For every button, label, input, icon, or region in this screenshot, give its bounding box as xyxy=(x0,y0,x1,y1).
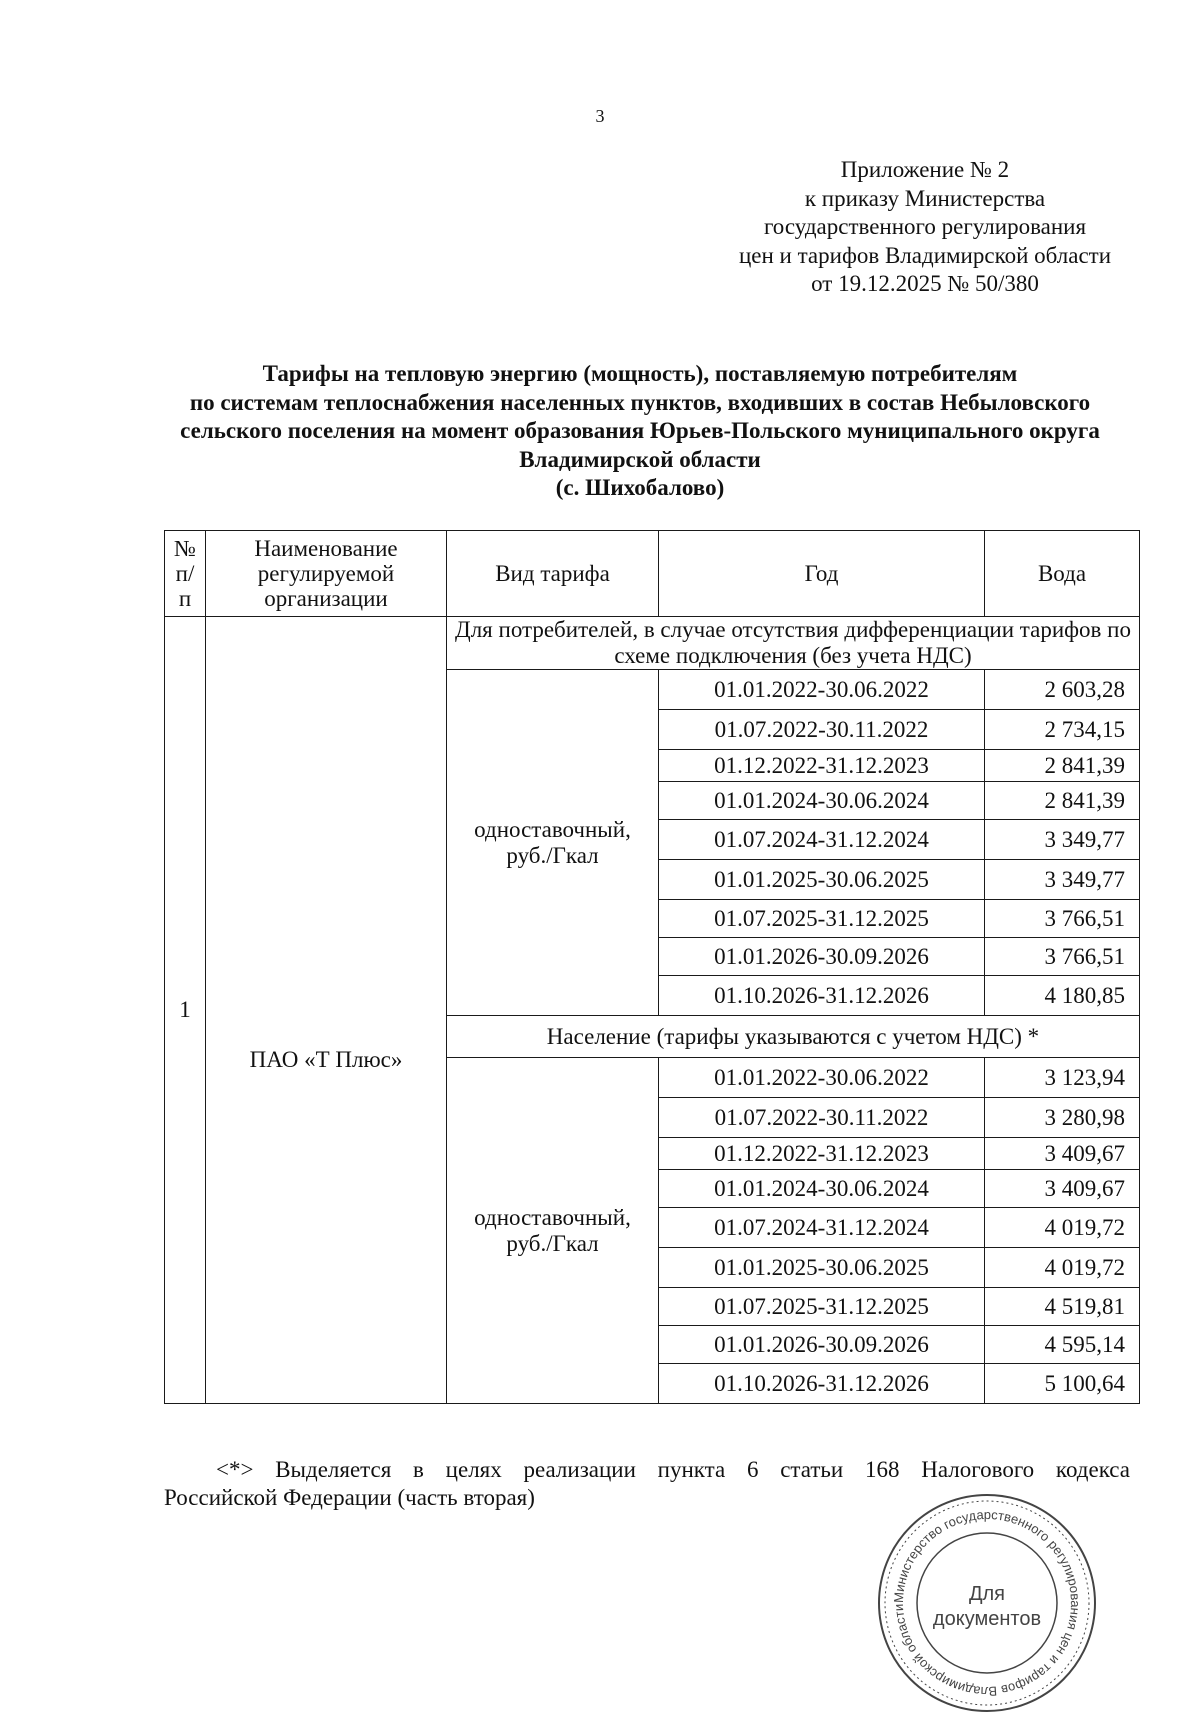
title-line: (с. Шихобалово) xyxy=(555,475,725,501)
section-title: Население (тарифы указываются с учетом НДС) * xyxy=(447,1016,1140,1058)
water-value-cell: 2 734,15 xyxy=(985,710,1140,750)
water-value-cell: 3 766,51 xyxy=(985,900,1140,938)
period-cell: 01.07.2025-31.12.2025 xyxy=(659,900,985,938)
header-number: № п/п xyxy=(165,531,206,617)
period-cell: 01.07.2024-31.12.2024 xyxy=(659,820,985,860)
stamp-center-line: Для xyxy=(968,1583,1006,1605)
water-value-cell: 2 603,28 xyxy=(985,670,1140,710)
footnote-line: Российской Федерации (часть вторая) xyxy=(164,1485,535,1510)
period-cell: 01.12.2022-31.12.2023 xyxy=(659,1138,985,1170)
appendix-line: государственного регулирования xyxy=(763,214,1087,239)
water-value-cell: 4 595,14 xyxy=(985,1326,1140,1364)
tariff-table xyxy=(164,530,1140,1404)
table-header-row xyxy=(165,531,1140,617)
title-line: сельского поселения на момент образования Юрьев-Польского муниципального округа xyxy=(180,418,1100,444)
period-cell: 01.01.2024-30.06.2024 xyxy=(659,1170,985,1208)
appendix-line: к приказу Министерства xyxy=(804,185,1046,211)
page-number: 3 xyxy=(595,106,605,126)
water-value-cell: 4 019,72 xyxy=(985,1248,1140,1288)
water-value-cell: 5 100,64 xyxy=(985,1364,1140,1404)
period-cell: 01.01.2022-30.06.2022 xyxy=(659,670,985,710)
period-cell: 01.10.2026-31.12.2026 xyxy=(659,1364,985,1404)
period-cell: 01.01.2024-30.06.2024 xyxy=(659,782,985,820)
water-value-cell: 3 766,51 xyxy=(985,938,1140,976)
water-value-cell: 3 123,94 xyxy=(985,1058,1140,1098)
section-row xyxy=(165,617,1140,670)
title-line: по системам теплоснабжения населенных пунктов, входивших в состав Небыловского xyxy=(189,389,1091,415)
appendix-header xyxy=(720,156,1130,299)
document-stamp xyxy=(872,1488,1102,1718)
water-value-cell: 4 019,72 xyxy=(985,1208,1140,1248)
appendix-line: от 19.12.2025 № 50/380 xyxy=(811,271,1039,296)
row-number: 1 xyxy=(165,617,206,1404)
appendix-line: цен и тарифов Владимирской области xyxy=(738,242,1112,268)
period-cell: 01.07.2022-30.11.2022 xyxy=(659,1098,985,1138)
appendix-line: Приложение № 2 xyxy=(840,157,1010,182)
period-cell: 01.10.2026-31.12.2026 xyxy=(659,976,985,1016)
period-cell: 01.01.2022-30.06.2022 xyxy=(659,1058,985,1098)
title-line: Владимирской области xyxy=(519,446,761,472)
water-value-cell: 2 841,39 xyxy=(985,750,1140,782)
section-title: Для потребителей, в случае отсутствия дифференциации тарифов по схеме подключения (без учета НДС) xyxy=(447,617,1140,670)
header-tariff-kind: Вид тарифа xyxy=(447,531,659,617)
footnote-line: <*> Выделяется в целях реализации пункта 6 статьи 168 Налогового кодекса xyxy=(216,1457,1130,1482)
water-value-cell: 3 349,77 xyxy=(985,860,1140,900)
header-water: Вода xyxy=(985,531,1140,617)
tariff-kind: одноставочный, руб./Гкал xyxy=(447,670,659,1016)
header-year: Год xyxy=(659,531,985,617)
period-cell: 01.07.2024-31.12.2024 xyxy=(659,1208,985,1248)
period-cell: 01.12.2022-31.12.2023 xyxy=(659,750,985,782)
water-value-cell: 3 280,98 xyxy=(985,1098,1140,1138)
water-value-cell: 4 180,85 xyxy=(985,976,1140,1016)
period-cell: 01.07.2025-31.12.2025 xyxy=(659,1288,985,1326)
period-cell: 01.01.2025-30.06.2025 xyxy=(659,1248,985,1288)
header-organization: Наименование регулируемой организации xyxy=(206,531,447,617)
period-cell: 01.07.2022-30.11.2022 xyxy=(659,710,985,750)
period-cell: 01.01.2026-30.09.2026 xyxy=(659,1326,985,1364)
tariff-kind: одноставочный, руб./Гкал xyxy=(447,1058,659,1404)
title-line: Тарифы на тепловую энергию (мощность), поставляемую потребителям xyxy=(262,361,1018,386)
organization-name: ПАО «Т Плюс» xyxy=(206,617,447,1404)
water-value-cell: 4 519,81 xyxy=(985,1288,1140,1326)
stamp-center-line: документов xyxy=(932,1608,1042,1630)
stamp-ring-text: Министерство государственного регулирования цен и тарифов Владимирской области xyxy=(890,1506,1084,1700)
period-cell: 01.01.2025-30.06.2025 xyxy=(659,860,985,900)
water-value-cell: 3 409,67 xyxy=(985,1138,1140,1170)
document-title xyxy=(160,360,1120,503)
water-value-cell: 3 349,77 xyxy=(985,820,1140,860)
water-value-cell: 2 841,39 xyxy=(985,782,1140,820)
water-value-cell: 3 409,67 xyxy=(985,1170,1140,1208)
period-cell: 01.01.2026-30.09.2026 xyxy=(659,938,985,976)
